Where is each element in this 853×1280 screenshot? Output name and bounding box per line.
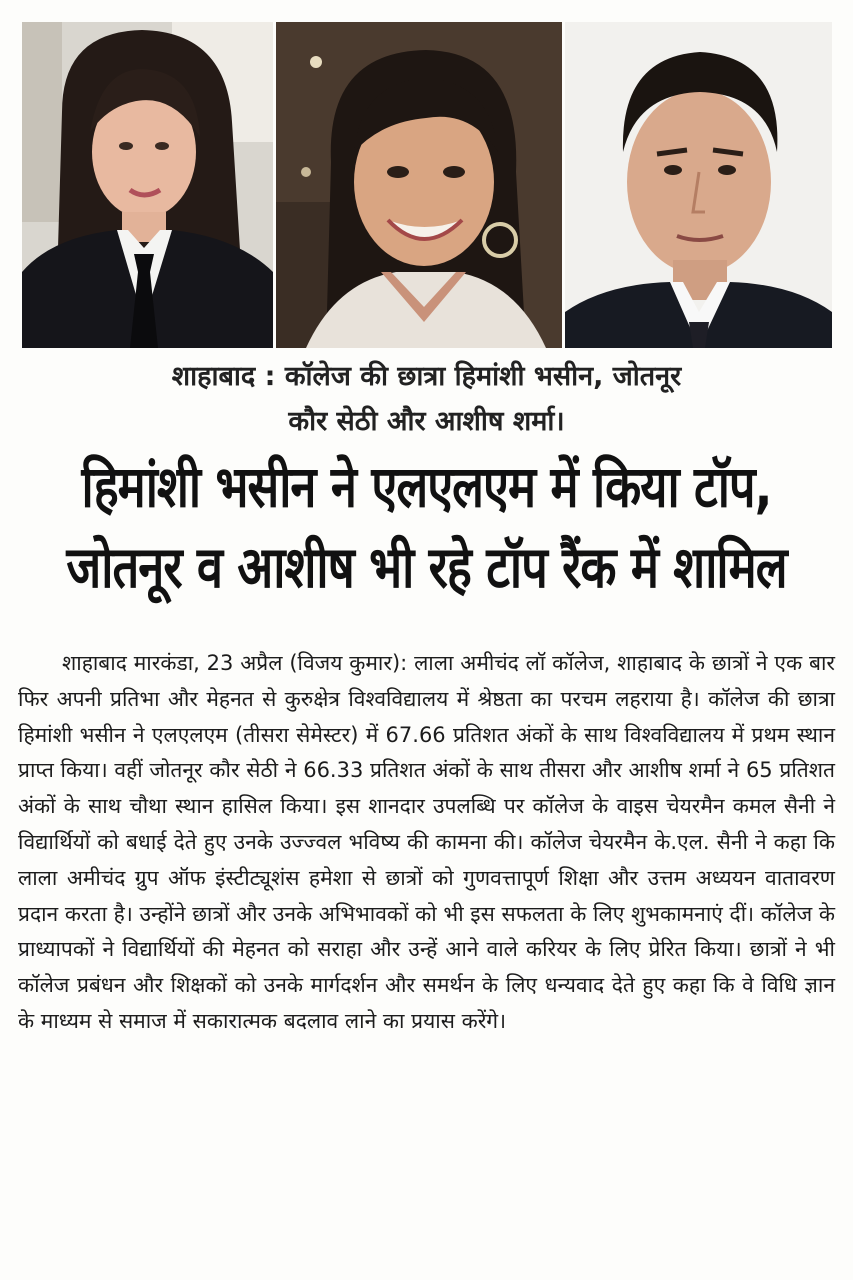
caption-line-2: कौर सेठी और आशीष शर्मा। bbox=[288, 406, 565, 437]
headline bbox=[14, 448, 839, 609]
photo-jotnoor-kaur-sethi bbox=[276, 22, 562, 348]
portrait-smiling-woman bbox=[276, 22, 562, 348]
headline-line-1: हिमांशी भसीन ने एलएलएम में किया टॉप, bbox=[81, 454, 772, 522]
photo-himanshi-bhasin bbox=[22, 22, 273, 348]
caption-line-1: शाहाबाद : कॉलेज की छात्रा हिमांशी भसीन, जोतनूर bbox=[171, 361, 682, 392]
photo-strip bbox=[22, 22, 832, 348]
article-body: शाहाबाद मारकंडा, 23 अप्रैल (विजय कुमार): लाला अमीचंद लॉ कॉलेज, शाहाबाद के छात्रों ने एक बार फिर अपनी प्रतिभा और मेहनत से कुरुक्षेत्र विश्वविद्यालय में श्रेष्ठता का परचम लहराया है। कॉलेज की छात्रा हिमांशी भसीन ने एलएलएम (तीसरा सेमेस्टर) में 67.66 प्रतिशत अंकों के साथ विश्वविद्यालय में प्रथम स्थान प्राप्त किया। वहीं जोतनूर कौर सेठी ने 66.33 प्रतिशत अंकों के साथ तीसरा और आशीष शर्मा ने 65 प्रतिशत अंकों के साथ चौथा स्थान हासिल किया। इस शानदार उपलब्धि पर कॉलेज के वाइस चेयरमैन कमल सैनी ने विद्यार्थियों को बधाई देते हुए उनके उज्ज्वल भविष्य की कामना की। कॉलेज चेयरमैन के.एल. सैनी ने कहा कि लाला अमीचंद ग्रुप ऑफ इंस्टीट्यूशंस हमेशा से छात्रों को गुणवत्तापूर्ण शिक्षा और उत्तम अध्ययन वातावरण प्रदान करता है। उन्होंने छात्रों और उनके अभिभावकों को भी इस सफलता के लिए शुभकामनाएं दीं। कॉलेज के प्राध्यापकों ने विद्यार्थियों की मेहनत को सराहा और उन्हें आने वाले करियर के लिए प्रेरित किया। छात्रों ने भी कॉलेज प्रबंधन और शिक्षकों को उनके मार्गदर्शन और समर्थन के लिए धन्यवाद देते हुए कहा कि वे विधि ज्ञान के माध्यम से समाज में सकारात्मक बदलाव लाने का प्रयास करेंगे। bbox=[18, 651, 835, 1033]
portrait-woman-lawyer bbox=[22, 22, 273, 348]
photo-caption bbox=[20, 354, 833, 444]
portrait-man-suit bbox=[565, 22, 832, 348]
headline-line-2: जोतनूर व आशीष भी रहे टॉप रैंक में शामिल bbox=[66, 534, 787, 602]
photo-ashish-sharma bbox=[565, 22, 832, 348]
